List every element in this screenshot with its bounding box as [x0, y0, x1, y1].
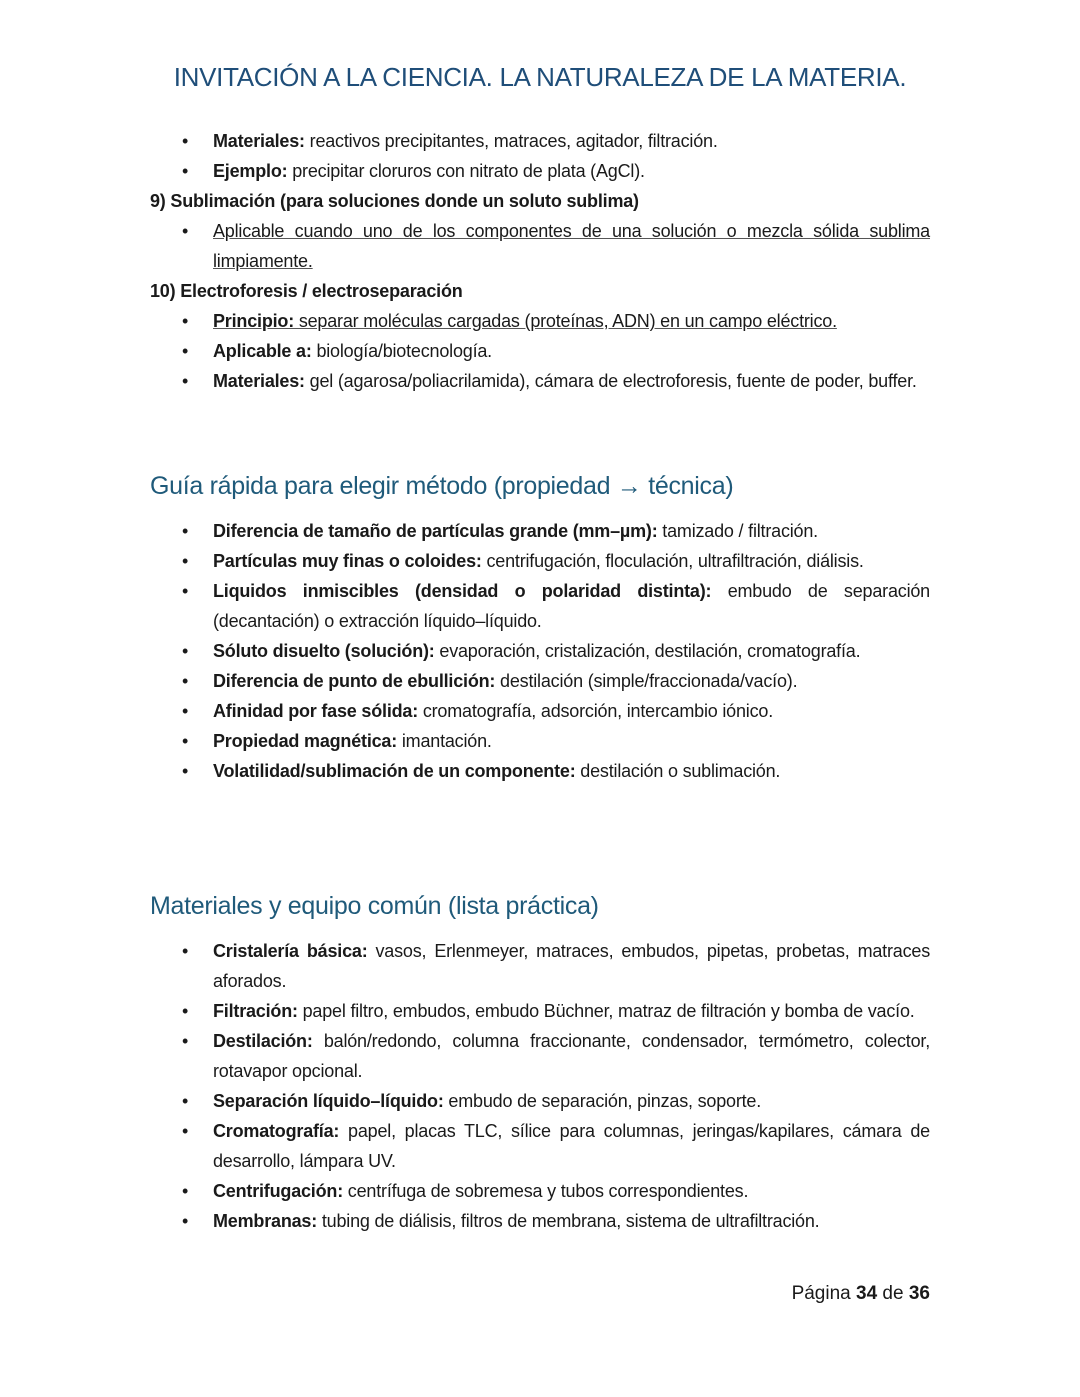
page-of: de: [877, 1283, 909, 1304]
list-item: [150, 366, 930, 396]
page-prefix: Página: [791, 1283, 857, 1304]
list-item: [150, 1026, 930, 1086]
list-item: [150, 516, 930, 546]
item-label: Diferencia de punto de ebullición:: [213, 671, 496, 691]
list-item: [150, 126, 930, 156]
item-label: Destilación:: [213, 1031, 313, 1051]
item-text: papel filtro, embudos, embudo Büchner, matraz de filtración y bomba de vacío.: [297, 1001, 915, 1021]
item-text: embudo de separación, pinzas, soporte.: [443, 1091, 762, 1111]
item-label: Aplicable a:: [213, 341, 312, 361]
item-label: Filtración:: [213, 1001, 298, 1021]
item-text: balón/redondo, columna fraccionante, condensador, termómetro, colector, rotavapor opcional.: [213, 1031, 930, 1081]
list-item: [150, 156, 930, 186]
item-label: Liquidos inmiscibles (densidad o polaridad distinta):: [213, 581, 712, 601]
page-number: [792, 1283, 930, 1305]
item-text: destilación (simple/fraccionada/vacío).: [495, 671, 798, 691]
list-item: [150, 936, 930, 996]
item-text: imantación.: [397, 731, 492, 751]
document-title: INVITACIÓN A LA CIENCIA. LA NATURALEZA DE LA MATERIA.: [173, 62, 907, 92]
list-item: [150, 576, 930, 636]
list-item: [150, 726, 930, 756]
item-text: tamizado / filtración.: [657, 521, 818, 541]
item-label: Propiedad magnética:: [213, 731, 398, 751]
list-item: [150, 1176, 930, 1206]
list-item: [150, 666, 930, 696]
item-label: Cromatografía:: [213, 1121, 340, 1141]
item-text: biología/biotecnología.: [311, 341, 492, 361]
item-text: centrifugación, floculación, ultrafiltración, diálisis.: [481, 551, 864, 571]
item-label: Diferencia de tamaño de partículas grande (mm–µm):: [213, 521, 658, 541]
list-item: [150, 996, 930, 1026]
item-label: Membranas:: [213, 1211, 318, 1231]
section-heading-electrophoresis: 10) Electroforesis / electroseparación: [150, 281, 463, 301]
guide-list: [150, 516, 930, 786]
item-text: Aplicable cuando uno de los componentes de una solución o mezcla sólida sublima limpiamente.: [213, 221, 930, 271]
item-label: Partículas muy finas o coloides:: [213, 551, 482, 571]
item-text: separar moléculas cargadas (proteínas, ADN) en un campo eléctrico.: [294, 311, 837, 331]
list-item: [150, 1116, 930, 1176]
item-text: reactivos precipitantes, matraces, agitador, filtración.: [304, 131, 718, 151]
list-item: [150, 756, 930, 786]
item-label: Sóluto disuelto (solución):: [213, 641, 435, 661]
list-item: [150, 1206, 930, 1236]
guide-heading: Guía rápida para elegir método (propiedad → técnica): [150, 472, 734, 500]
item-text: precipitar cloruros con nitrato de plata (AgCl).: [287, 161, 645, 181]
list-item: [150, 216, 930, 276]
list-item: [150, 306, 930, 336]
section-precipitation-continued: [150, 126, 930, 396]
item-text: gel (agarosa/poliacrilamida), cámara de electroforesis, fuente de poder, buffer.: [304, 371, 917, 391]
list-item: [150, 636, 930, 666]
item-label: Materiales:: [213, 371, 305, 391]
item-label: Principio:: [213, 311, 295, 331]
item-label: Afinidad por fase sólida:: [213, 701, 419, 721]
item-label: Cristalería básica:: [213, 941, 368, 961]
item-label: Ejemplo:: [213, 161, 288, 181]
list-item: [150, 546, 930, 576]
item-text: embudo de separación (decantación) o extracción líquido–líquido.: [213, 581, 930, 631]
list-item: [150, 336, 930, 366]
item-text: destilación o sublimación.: [575, 761, 781, 781]
item-text: tubing de diálisis, filtros de membrana, sistema de ultrafiltración.: [317, 1211, 820, 1231]
list-item: [150, 1086, 930, 1116]
materials-heading: Materiales y equipo común (lista práctica): [150, 892, 599, 920]
section-heading-sublimation: 9) Sublimación (para soluciones donde un soluto sublima): [150, 191, 639, 211]
item-label: Centrifugación:: [213, 1181, 343, 1201]
item-text: papel, placas TLC, sílice para columnas, jeringas/kapilares, cámara de desarrollo, lámpara UV.: [213, 1121, 930, 1171]
total-pages: 36: [908, 1283, 930, 1304]
list-item: [150, 696, 930, 726]
item-text: centrífuga de sobremesa y tubos correspondientes.: [343, 1181, 749, 1201]
current-page: 34: [856, 1283, 878, 1304]
item-text: evaporación, cristalización, destilación, cromatografía.: [434, 641, 861, 661]
item-label: Volatilidad/sublimación de un componente:: [213, 761, 576, 781]
item-label: Materiales:: [213, 131, 305, 151]
item-text: cromatografía, adsorción, intercambio iónico.: [418, 701, 774, 721]
item-label: Separación líquido–líquido:: [213, 1091, 444, 1111]
item-text: vasos, Erlenmeyer, matraces, embudos, pipetas, probetas, matraces aforados.: [213, 941, 930, 991]
materials-list: [150, 936, 930, 1236]
